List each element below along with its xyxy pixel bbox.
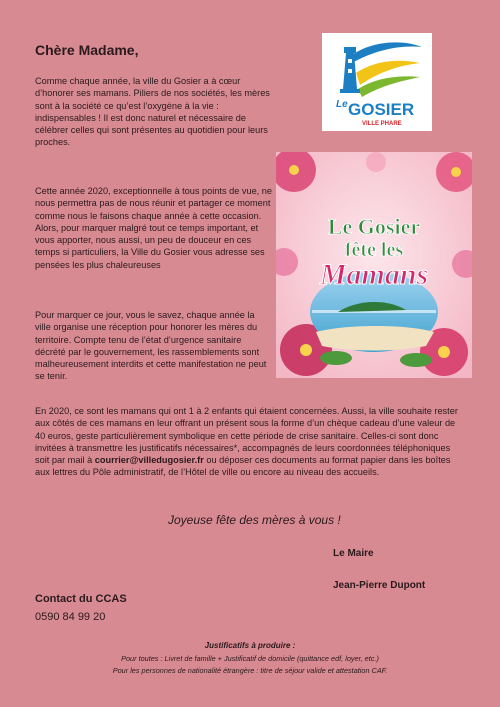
gift-text-before: En 2020, ce sont les mamans qui ont 1 à 2 enfants qui étaient concernées. Aussi, la ville souhaite rester aux côtés de ces mamans en leur offrant un présent sous la forme d’un chèque cadeau d’une valeur de 40 euros, geste particulièrement symbolique en cette période de crise sanitaire. Celles-ci sont donc invitées à transmettre les justificatifs nécessaires*, accompagnés de leurs coordonnées téléphoniques soit par mail à bbox=[35, 406, 458, 466]
paragraph-2020: Cette année 2020, exceptionnelle à tous points de vue, ne nous permettra pas de nous réunir et partager ce moment comme nous le faisons chaque année à cette occasion. Alors, pour marquer malgré tout ce temps important, et vous apporter, nous aussi, un peu de douceur en ces temps si particuliers, la Ville du Gosier vous adresse ses pensées les plus chaleureuses bbox=[35, 186, 273, 270]
logo-word-gosier: GOSIER bbox=[348, 100, 415, 119]
gift-text-after: ou déposer ces documents au format papier dans les boîtes aux lettres du Pôle administratif, de l’Hôtel de ville ou encore au niveau des accueils. bbox=[35, 455, 451, 478]
logo-tagline: VILLE PHARE bbox=[362, 121, 402, 127]
lighthouse-logo-icon bbox=[322, 33, 432, 131]
paragraph-intro: Comme chaque année, la ville du Gosier a à cœur d’honorer ses mamans. Piliers de nos sociétés, les mères sont à la société ce qu’est l’oxygène à la vie : indispensables ! Il est donc naturel et nécessaire de célébrer celles qui sont présentes au quotidien pour leurs proches. bbox=[35, 76, 270, 148]
justificatifs-title: Justificatifs à produire : bbox=[204, 641, 296, 650]
poster-line-3: Mamans bbox=[319, 258, 429, 291]
signature-name: Jean-Pierre Dupont bbox=[333, 580, 426, 591]
poster-line-2: fête les bbox=[344, 239, 404, 261]
wish-line: Joyeuse fête des mères à vous ! bbox=[168, 513, 341, 527]
greeting: Chère Madame, bbox=[35, 42, 139, 58]
email-link[interactable]: courrier@villedugosier.fr bbox=[94, 455, 204, 466]
poster-line-1: Le Gosier bbox=[327, 214, 421, 239]
contact-title: Contact du CCAS bbox=[35, 593, 127, 605]
paragraph-gift bbox=[35, 405, 465, 479]
logo-word-le: Le bbox=[336, 99, 348, 110]
contact-phone: 0590 84 99 20 bbox=[35, 611, 106, 623]
gosier-logo bbox=[322, 33, 432, 131]
poster-illustration bbox=[276, 152, 472, 378]
paragraph-reception: Pour marquer ce jour, vous le savez, chaque année la ville organise une réception pour honorer les mères du territoire. Compte tenu de l’état d’urgence sanitaire décrété par le gouvernement, les rassemblements sont malheureusement interdits et cette manifestation ne peut se tenir. bbox=[35, 310, 267, 382]
signature-title: Le Maire bbox=[333, 548, 374, 559]
justificatifs-line-2: Pour les personnes de nationalité étrangère : titre de séjour valide et attestation CAF. bbox=[112, 666, 388, 675]
justificatifs-line-1: Pour toutes : Livret de famille + Justificatif de domicile (quittance edf, loyer, etc.) bbox=[121, 654, 379, 663]
mothers-day-poster bbox=[276, 152, 472, 378]
